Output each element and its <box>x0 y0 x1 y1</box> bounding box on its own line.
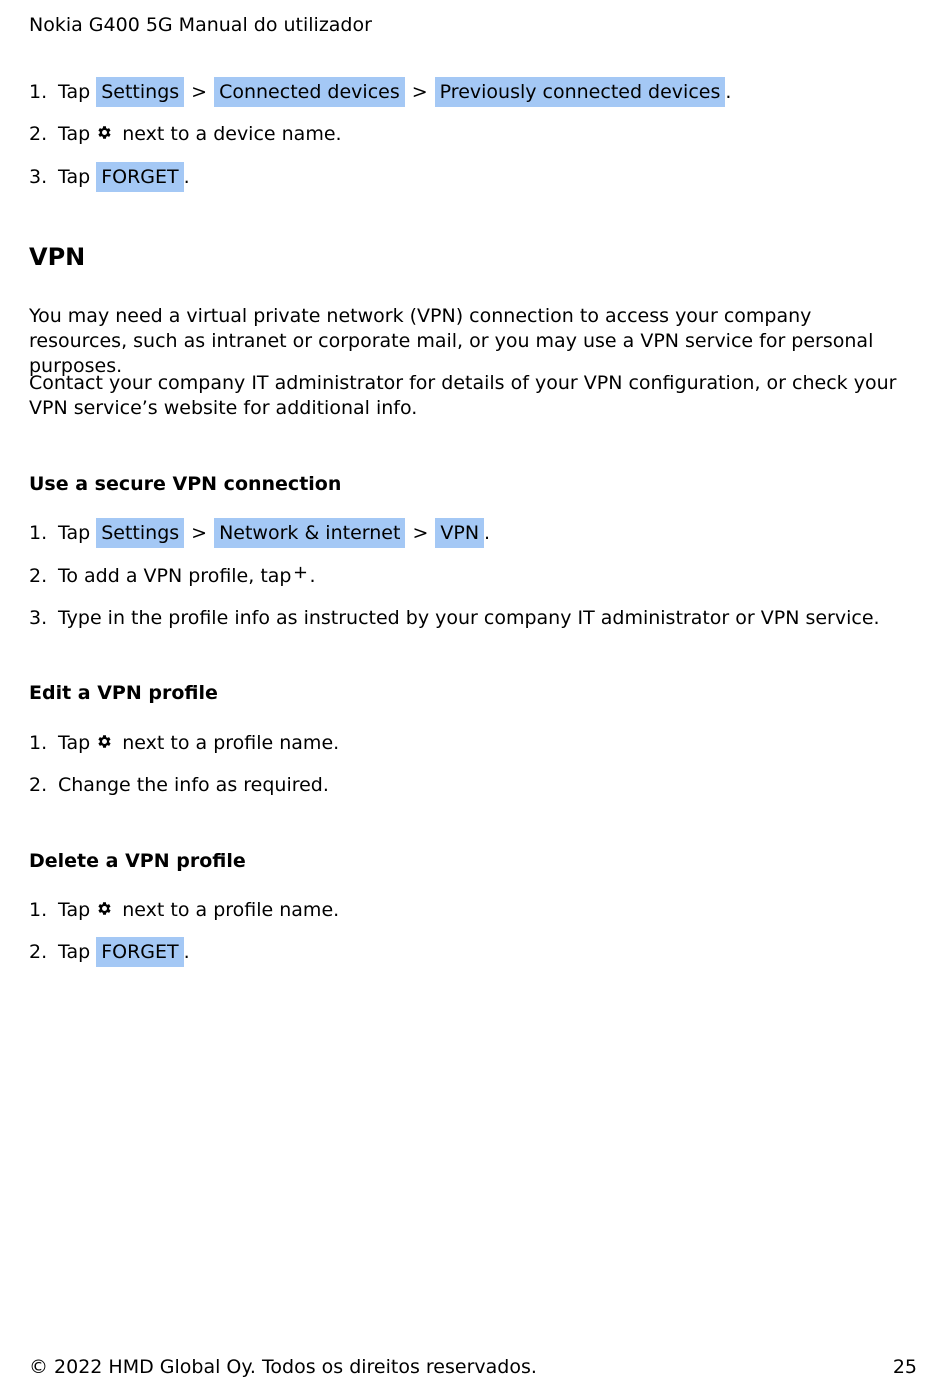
step-text: Change the info as required. <box>58 774 329 796</box>
list-item <box>29 728 339 758</box>
list-item <box>29 937 190 967</box>
step-tap: Tap <box>58 81 91 103</box>
path-separator: > <box>191 522 208 544</box>
page-number: 25 <box>892 1356 917 1378</box>
plus-icon <box>294 566 307 579</box>
step-end: . <box>183 166 190 188</box>
step-number: 3. <box>29 166 48 188</box>
list-item <box>29 162 190 192</box>
paragraph: Contact your company IT administrator for details of your VPN configuration, or check your VPN service’s website for additional info. <box>29 372 897 419</box>
list-item <box>29 77 731 107</box>
step-tap: Tap <box>58 732 91 754</box>
section-heading-vpn: VPN <box>29 243 86 271</box>
step-text: To add a VPN profile, tap <box>58 565 292 587</box>
step-tap: Tap <box>58 941 91 963</box>
list-item <box>29 895 339 925</box>
step-number: 2. <box>29 123 48 145</box>
step-tap: Tap <box>58 166 91 188</box>
step-tap: Tap <box>58 123 91 145</box>
step-text: next to a device name. <box>122 123 342 145</box>
settings-menu-label: Settings <box>96 518 184 548</box>
paragraph: You may need a virtual private network (VPN) connection to access your company resources, such as intranet or corporate mail, or you may use a VPN service for personal purposes. <box>29 305 874 377</box>
list-item <box>29 561 316 591</box>
subsection-heading: Edit a VPN profile <box>29 682 218 704</box>
step-end: . <box>309 565 316 587</box>
gear-icon <box>96 124 113 141</box>
step-number: 2. <box>29 565 48 587</box>
list-item <box>29 518 490 548</box>
footer-copyright: © 2022 HMD Global Oy. Todos os direitos reservados. <box>29 1356 537 1378</box>
step-number: 3. <box>29 607 48 629</box>
subsection-heading: Use a secure VPN connection <box>29 473 342 495</box>
path-separator: > <box>411 81 428 103</box>
connected-devices-menu-label: Connected devices <box>214 77 405 107</box>
list-item <box>29 119 342 149</box>
previously-connected-devices-menu-label: Previously connected devices <box>435 77 726 107</box>
step-number: 2. <box>29 941 48 963</box>
step-number: 1. <box>29 522 48 544</box>
step-end: . <box>484 522 491 544</box>
step-end: . <box>725 81 732 103</box>
settings-menu-label: Settings <box>96 77 184 107</box>
vpn-menu-label: VPN <box>435 518 484 548</box>
list-item <box>29 770 329 800</box>
page-header: Nokia G400 5G Manual do utilizador <box>29 14 372 36</box>
gear-icon <box>96 733 113 750</box>
step-tap: Tap <box>58 899 91 921</box>
step-text: next to a profile name. <box>122 732 340 754</box>
step-text: next to a profile name. <box>122 899 340 921</box>
gear-icon <box>96 900 113 917</box>
step-tap: Tap <box>58 522 91 544</box>
step-text: Type in the profile info as instructed by your company IT administrator or VPN service. <box>58 607 880 629</box>
path-separator: > <box>191 81 208 103</box>
network-internet-menu-label: Network & internet <box>214 518 405 548</box>
forget-button-label: FORGET <box>96 937 183 967</box>
step-number: 1. <box>29 899 48 921</box>
forget-button-label: FORGET <box>96 162 183 192</box>
path-separator: > <box>412 522 429 544</box>
step-number: 1. <box>29 732 48 754</box>
step-number: 2. <box>29 774 48 796</box>
subsection-heading: Delete a VPN profile <box>29 850 246 872</box>
list-item <box>29 603 880 633</box>
step-end: . <box>183 941 190 963</box>
step-number: 1. <box>29 81 48 103</box>
